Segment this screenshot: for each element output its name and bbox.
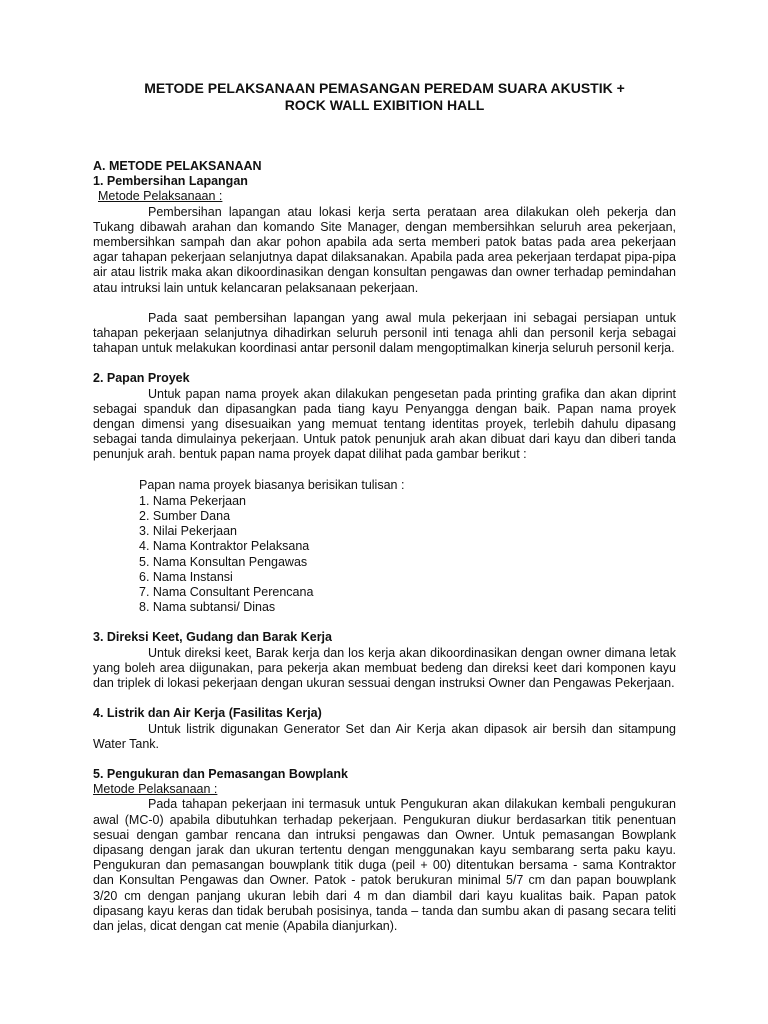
list-item: 3. Nilai Pekerjaan: [139, 524, 237, 539]
list-item: 5. Nama Konsultan Pengawas: [139, 554, 308, 569]
project-board-list: [93, 478, 676, 616]
project-board-list-intro: Papan nama proyek biasanya berisikan tulisan :: [139, 477, 405, 492]
list-item: 1. Nama Pekerjaan: [139, 493, 247, 508]
section-5-subheading: Metode Pelaksanaan :: [93, 782, 218, 797]
list-item: 8. Nama subtansi/ Dinas: [139, 600, 276, 615]
section-a-heading: A. METODE PELAKSANAAN: [93, 159, 262, 173]
section-1-heading: 1. Pembersihan Lapangan: [93, 174, 248, 189]
section-5-paragraph-1: Pada tahapan pekerjaan ini termasuk untuk Pengukuran akan dilakukan kembali pengukuran awal (MC-0) apabila dibutuhkan terhadap pekerjaan. Pengukuran diukur berdasarkan titik penentuan sesuai dengan gambar rencana dan intruksi pengawas dan Owner. Untuk pemasangan Bowplank dipasang dengan jarak dan ukuran tertentu dengan menggunakan kayu sembarang serta paku kayu. Pengukuran dan pemasangan bouwplank titik duga (peil + 00) ditentukan bersama - sama Kontraktor dan Konsultan Pengawas dan Owner. Patok - patok berukuran minimal 5/7 cm dan papan bouwplank 3/20 cm dengan panjang ukuran lebih dari 4 m dan diambil dari kayu kualitas baik. Papan patok dipasang kayu keras dan tidak berubah posisinya, tanda – tanda dan sumbu akan di pasang secara teliti dan jelas, dicat dengan cat menie (Apabila dianjurkan).: [93, 797, 676, 933]
section-1-paragraph-2: Pada saat pembersihan lapangan yang awal mula pekerjaan ini sebagai persiapan untuk tahapan pekerjaan selanjutnya dihadirkan seluruh personil inti tenaga ahli dan personil kerja sebagai tahapan untuk melakukan koordinasi antar personil dalam mengoptimalkan kinerja seluruh personil kerja.: [93, 310, 676, 356]
title-line-1: METODE PELAKSANAAN PEMASANGAN PEREDAM SUARA AKUSTIK +: [144, 80, 625, 96]
document-title: [93, 80, 676, 113]
list-item: 6. Nama Instansi: [139, 569, 233, 584]
section-2-heading: 2. Papan Proyek: [93, 371, 190, 386]
section-3-heading: 3. Direksi Keet, Gudang dan Barak Kerja: [93, 630, 332, 645]
section-5-heading: 5. Pengukuran dan Pemasangan Bowplank: [93, 766, 348, 781]
title-line-2: ROCK WALL EXIBITION HALL: [284, 96, 485, 113]
section-2-paragraph-1: Untuk papan nama proyek akan dilakukan pengesetan pada printing grafika dan akan diprint sebagai spanduk dan dipasangkan pada tiang kayu Penyangga dengan baik. Papan nama proyek dengan dimensi yang disesuaikan yang memuat tentang identitas proyek, terlebih dahulu dipasang sebagai tanda dimulainya pekerjaan. Untuk patok penunjuk arah akan dibuat dari kayu dan diberi tanda penunjuk arah. bentuk papan nama proyek dapat dilihat pada gambar berikut :: [93, 386, 676, 462]
section-3-paragraph-1: Untuk direksi keet, Barak kerja dan los kerja akan dikoordinasikan dengan owner dimana letak yang boleh area diigunakan, para pekerja akan membuat bedeng dan direksi keet dari komponen kayu dan triplek di lokasi pekerjaan dengan ukuran sessuai dengan instruksi Owner dan Pengawas Pekerjaan.: [93, 645, 676, 691]
list-item: 2. Sumber Dana: [139, 509, 231, 524]
section-1-subheading: Metode Pelaksanaan :: [98, 189, 223, 204]
section-4-paragraph-1: Untuk listrik digunakan Generator Set dan Air Kerja akan dipasok air bersih dan sitampung Water Tank.: [93, 721, 676, 751]
list-item: 7. Nama Consultant Perencana: [139, 585, 314, 600]
section-1-paragraph-1: Pembersihan lapangan atau lokasi kerja serta perataan area dilakukan oleh pekerja dan Tukang dibawah arahan dan komando Site Manager, dengan membersihkan seluruh area pekerjaan, membersihkan sampah dan akar pohon apabila ada serta memberi patok batas pada area pekerjaan agar tahapan pekerjaan selanjutnya dapat dilaksanakan. Apabila pada area pekerjaan terdapat pipa-pipa air atau listrik maka akan dikoordinasikan dengan konsultan pengawas dan owner terhadap pemindahan atau intruksi lain untuk kelancaran pelaksanaan pekerjaan.: [93, 204, 676, 295]
list-item: 4. Nama Kontraktor Pelaksana: [139, 539, 310, 554]
section-4-heading: 4. Listrik dan Air Kerja (Fasilitas Kerja): [93, 706, 322, 721]
project-board-items: [139, 494, 676, 616]
